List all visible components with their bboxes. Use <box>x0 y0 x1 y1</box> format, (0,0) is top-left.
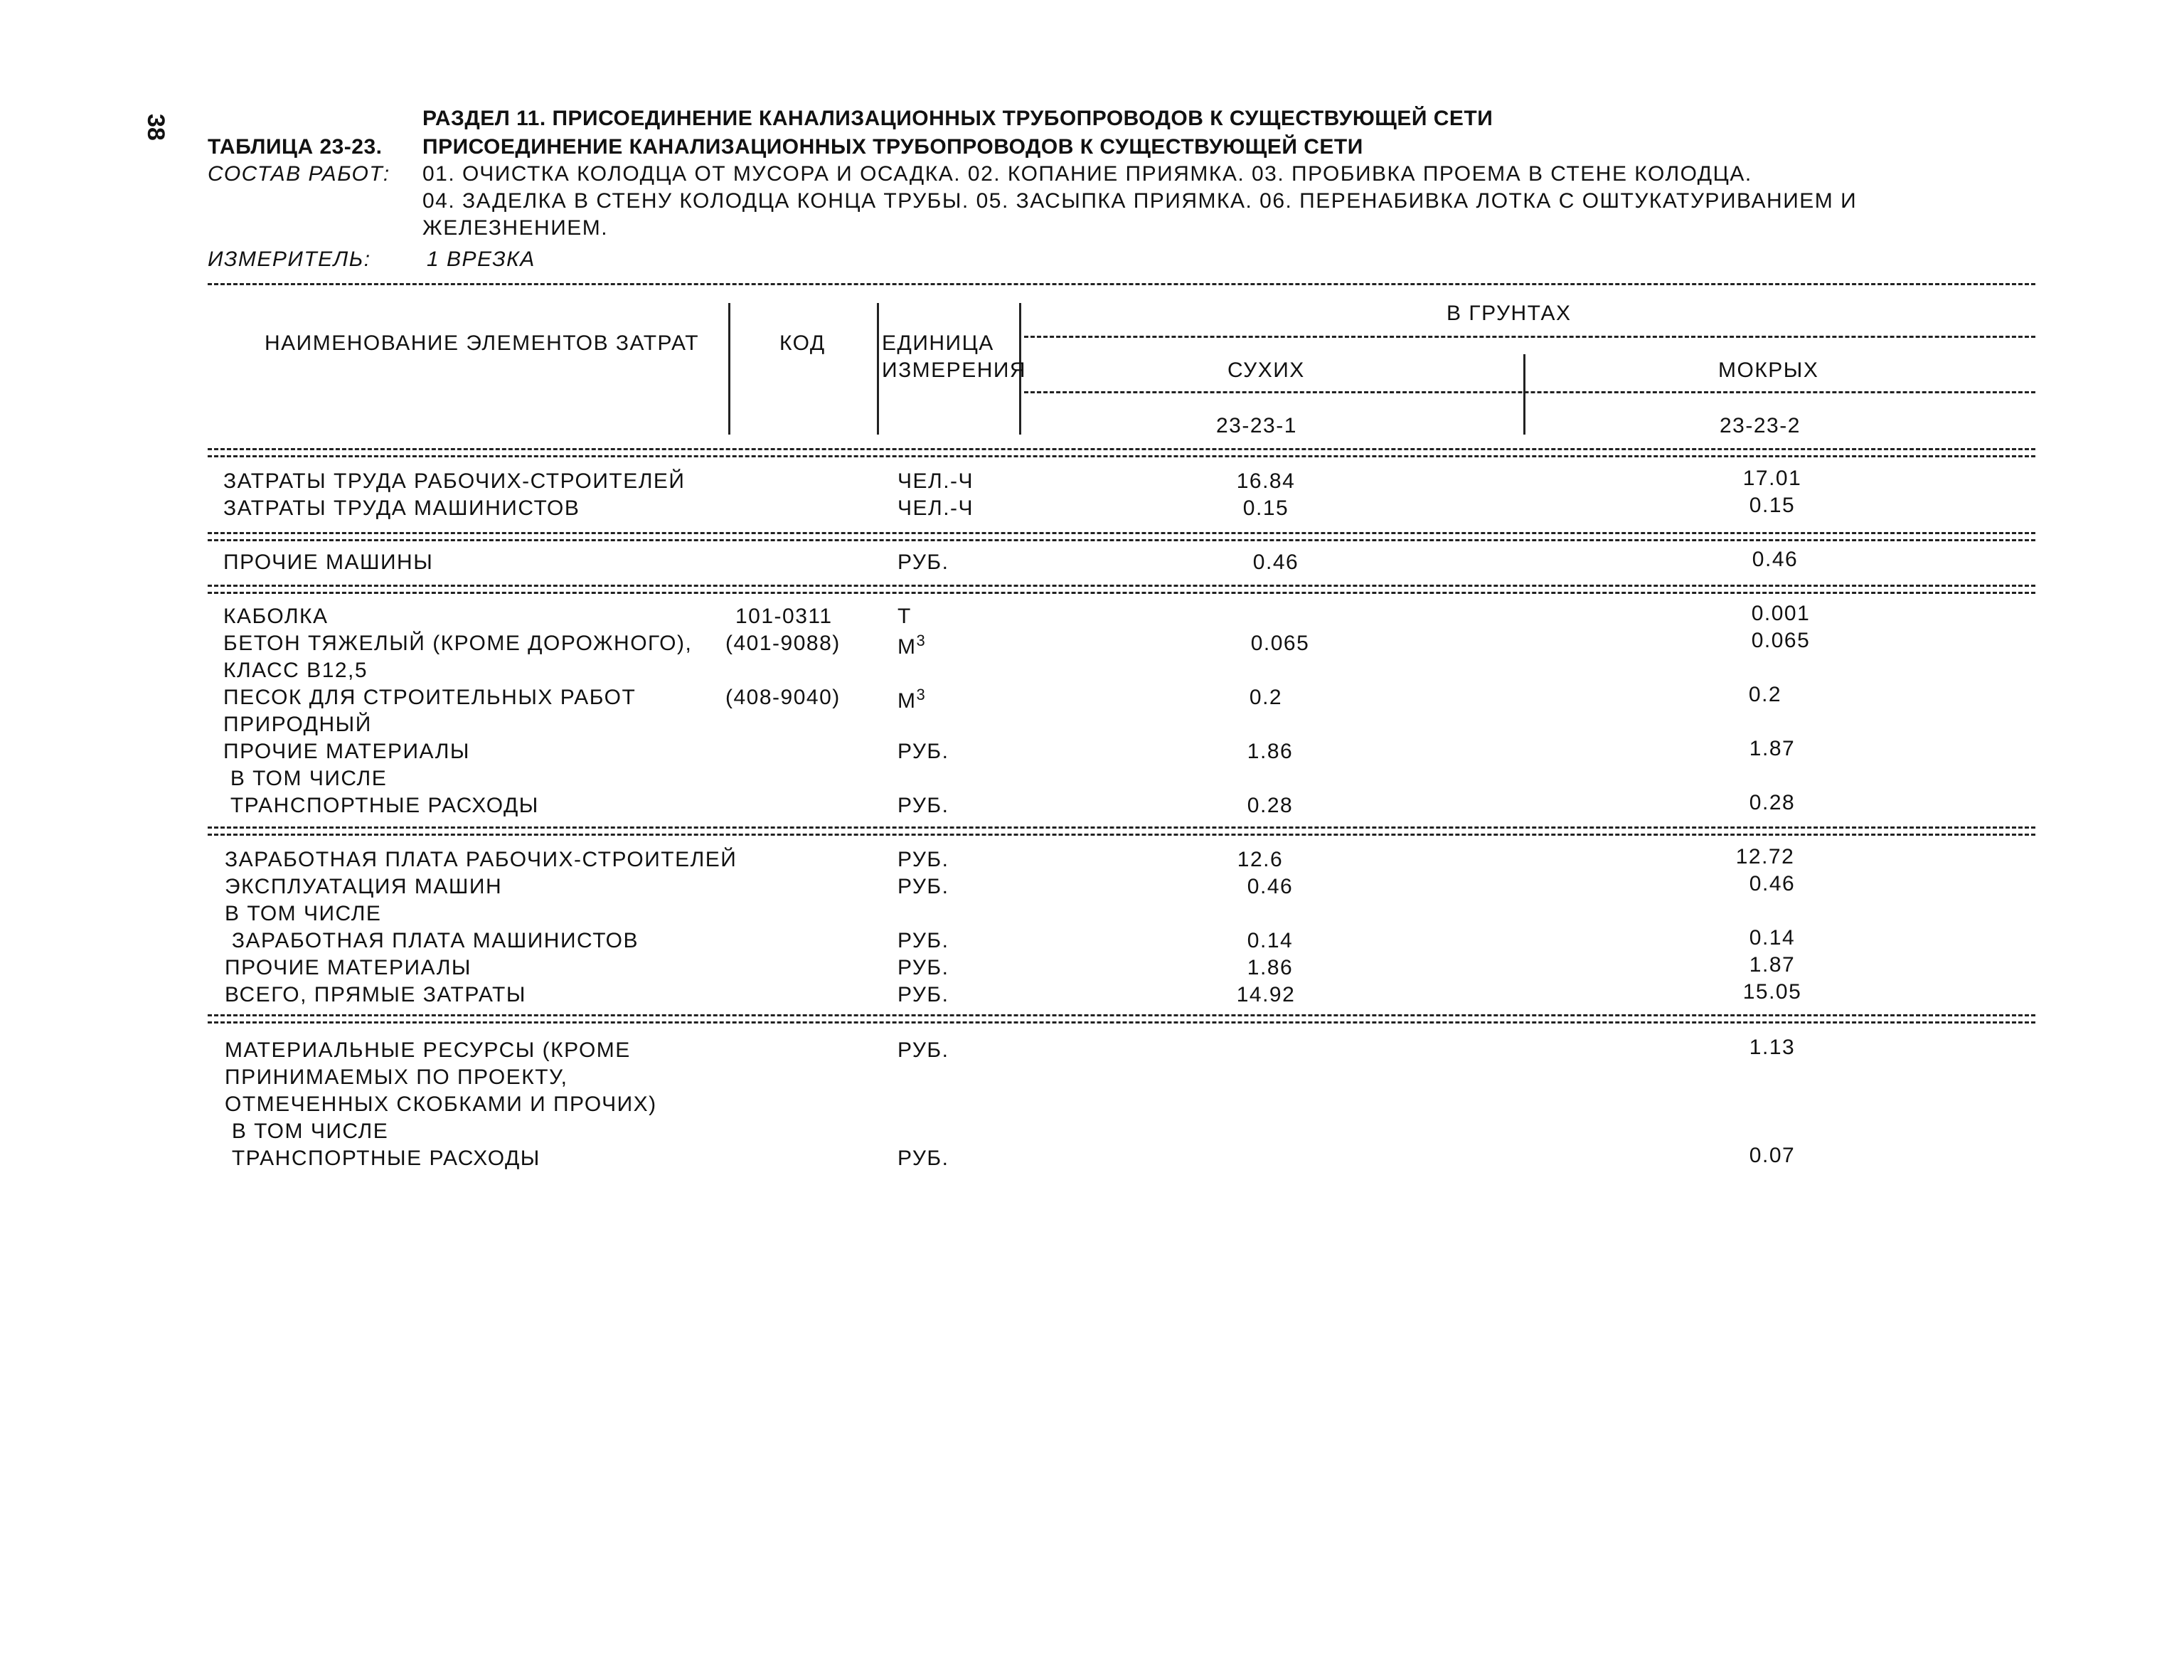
row-name: ПРОЧИЕ МАШИНЫ <box>223 551 434 574</box>
row-dry: 0.14 <box>1247 929 1294 952</box>
row-unit: РУБ. <box>897 848 949 871</box>
row-name: КЛАСС В12,5 <box>223 659 368 682</box>
row-name: ЗАРАБОТНАЯ ПЛАТА РАБОЧИХ-СТРОИТЕЛЕЙ <box>225 848 737 871</box>
row-name: ПРИРОДНЫЙ <box>223 713 372 736</box>
row-unit: РУБ. <box>897 875 949 898</box>
row-wet: 1.87 <box>1749 953 1796 977</box>
row-wet: 0.15 <box>1749 494 1796 517</box>
row-dry: 0.46 <box>1252 551 1299 574</box>
col-divider <box>877 303 879 435</box>
table-title: ПРИСОЕДИНЕНИЕ КАНАЛИЗАЦИОННЫХ ТРУБОПРОВОДОВ К СУЩЕСТВУЮЩЕЙ СЕТИ <box>422 135 1363 159</box>
unit-superscript: 3 <box>916 686 927 703</box>
row-wet: 0.2 <box>1748 683 1782 706</box>
col-header-code: КОД <box>779 331 826 355</box>
row-wet: 0.46 <box>1752 548 1799 571</box>
work-line: 04. ЗАДЕЛКА В СТЕНУ КОЛОДЦА КОНЦА ТРУБЫ. 05. ЗАСЫПКА ПРИЯМКА. 06. ПЕРЕНАБИВКА ЛОТКА С ОШТУКАТУРИВАНИЕМ И <box>422 189 1858 213</box>
row-name: ОТМЕЧЕННЫХ СКОБКАМИ И ПРОЧИХ) <box>225 1092 657 1116</box>
unit-label: М <box>897 689 917 713</box>
row-unit <box>897 632 926 659</box>
row-dry: 0.065 <box>1250 632 1310 655</box>
row-wet: 0.28 <box>1749 791 1796 814</box>
meter-label: ИЗМЕРИТЕЛЬ: <box>208 248 371 271</box>
rule <box>1024 336 2035 338</box>
unit-superscript: 3 <box>916 632 927 649</box>
row-name: ЗАРАБОТНАЯ ПЛАТА МАШИНИСТОВ <box>225 929 639 952</box>
col-header-unit: ИЗМЕРЕНИЯ <box>882 358 1027 382</box>
row-name: ТРАНСПОРТНЫЕ РАСХОДЫ <box>225 1147 540 1170</box>
row-name: ЗАТРАТЫ ТРУДА МАШИНИСТОВ <box>223 496 580 520</box>
row-name: МАТЕРИАЛЬНЫЕ РЕСУРСЫ (КРОМЕ <box>225 1038 631 1062</box>
row-name: ЗАТРАТЫ ТРУДА РАБОЧИХ-СТРОИТЕЛЕЙ <box>223 469 686 493</box>
work-label: СОСТАВ РАБОТ: <box>208 162 390 186</box>
rule <box>208 834 2035 836</box>
row-name: ПРОЧИЕ МАТЕРИАЛЫ <box>225 956 472 979</box>
row-dry: 16.84 <box>1236 469 1296 493</box>
row-wet: 1.87 <box>1749 737 1796 760</box>
rule <box>208 448 2035 450</box>
row-dry: 0.46 <box>1247 875 1294 898</box>
row-unit: РУБ. <box>897 740 949 763</box>
row-unit: РУБ. <box>897 1038 949 1062</box>
row-unit: РУБ. <box>897 551 949 574</box>
row-name: БЕТОН ТЯЖЕЛЫЙ (КРОМЕ ДОРОЖНОГО), <box>223 632 693 655</box>
row-name: ПРИНИМАЕМЫХ ПО ПРОЕКТУ, <box>225 1065 568 1089</box>
row-name: ТРАНСПОРТНЫЕ РАСХОДЫ <box>223 794 539 817</box>
row-wet: 0.065 <box>1751 629 1811 652</box>
row-name: ЭКСПЛУАТАЦИЯ МАШИН <box>225 875 503 898</box>
page-number: 38 <box>142 114 169 141</box>
rule <box>208 826 2035 829</box>
rule <box>208 1021 2035 1024</box>
row-name: ПЕСОК ДЛЯ СТРОИТЕЛЬНЫХ РАБОТ <box>223 686 636 709</box>
row-dry: 0.15 <box>1242 496 1289 520</box>
row-wet: 12.72 <box>1735 845 1795 868</box>
row-code: 101-0311 <box>735 605 833 628</box>
rule <box>208 585 2035 587</box>
row-unit: РУБ. <box>897 956 949 979</box>
work-line: 01. ОЧИСТКА КОЛОДЦА ОТ МУСОРА И ОСАДКА. 02. КОПАНИЕ ПРИЯМКА. 03. ПРОБИВКА ПРОЕМА В СТЕНЕ КОЛОДЦА. <box>422 162 1752 186</box>
row-dry: 1.86 <box>1247 956 1294 979</box>
row-name: ПРОЧИЕ МАТЕРИАЛЫ <box>223 740 470 763</box>
col-divider <box>728 303 730 435</box>
row-name: В ТОМ ЧИСЛЕ <box>223 767 388 790</box>
section-title: РАЗДЕЛ 11. ПРИСОЕДИНЕНИЕ КАНАЛИЗАЦИОННЫХ ТРУБОПРОВОДОВ К СУЩЕСТВУЮЩЕЙ СЕТИ <box>422 107 1493 130</box>
col-header-dry: СУХИХ <box>1227 358 1305 382</box>
table-label: ТАБЛИЦА 23-23. <box>208 135 383 159</box>
row-wet: 0.001 <box>1751 602 1811 625</box>
unit-label: М <box>897 635 917 659</box>
row-name: КАБОЛКА <box>223 605 329 628</box>
row-unit: РУБ. <box>897 983 949 1006</box>
row-dry: 14.92 <box>1236 983 1296 1006</box>
rule <box>208 539 2035 541</box>
rule <box>208 592 2035 594</box>
row-unit <box>897 686 926 713</box>
col-header-dry-code: 23-23-1 <box>1216 414 1297 437</box>
row-wet: 0.14 <box>1749 926 1796 950</box>
meter-value: 1 ВРЕЗКА <box>427 248 536 271</box>
row-dry: 12.6 <box>1237 848 1284 871</box>
row-unit: РУБ. <box>897 1147 949 1170</box>
row-unit: ЧЕЛ.-Ч <box>897 469 974 493</box>
row-unit: РУБ. <box>897 929 949 952</box>
row-wet: 0.07 <box>1749 1144 1796 1167</box>
rule <box>208 532 2035 534</box>
work-line: ЖЕЛЕЗНЕНИЕМ. <box>422 216 609 240</box>
row-unit: Т <box>897 605 912 628</box>
row-dry: 0.2 <box>1249 686 1283 709</box>
row-wet: 1.13 <box>1749 1036 1796 1059</box>
row-dry: 1.86 <box>1247 740 1294 763</box>
row-code: (401-9088) <box>725 632 841 655</box>
row-name: В ТОМ ЧИСЛЕ <box>225 1120 389 1143</box>
row-wet: 0.46 <box>1749 872 1796 895</box>
row-unit: РУБ. <box>897 794 949 817</box>
col-header-group: В ГРУНТАХ <box>1447 302 1572 325</box>
col-divider <box>1523 354 1525 435</box>
row-dry: 0.28 <box>1247 794 1294 817</box>
rule <box>208 1014 2035 1016</box>
col-header-unit: ЕДИНИЦА <box>882 331 994 355</box>
row-code: (408-9040) <box>725 686 841 709</box>
rule <box>208 283 2035 285</box>
col-header-wet: МОКРЫХ <box>1718 358 1819 382</box>
row-name: ВСЕГО, ПРЯМЫЕ ЗАТРАТЫ <box>225 983 526 1006</box>
rule <box>208 455 2035 457</box>
col-header-name: НАИМЕНОВАНИЕ ЭЛЕМЕНТОВ ЗАТРАТ <box>265 331 700 355</box>
rule <box>1024 391 2035 393</box>
row-wet: 15.05 <box>1742 980 1802 1004</box>
row-unit: ЧЕЛ.-Ч <box>897 496 974 520</box>
col-header-wet-code: 23-23-2 <box>1720 414 1801 437</box>
row-wet: 17.01 <box>1742 467 1802 490</box>
row-name: В ТОМ ЧИСЛЕ <box>225 902 382 925</box>
